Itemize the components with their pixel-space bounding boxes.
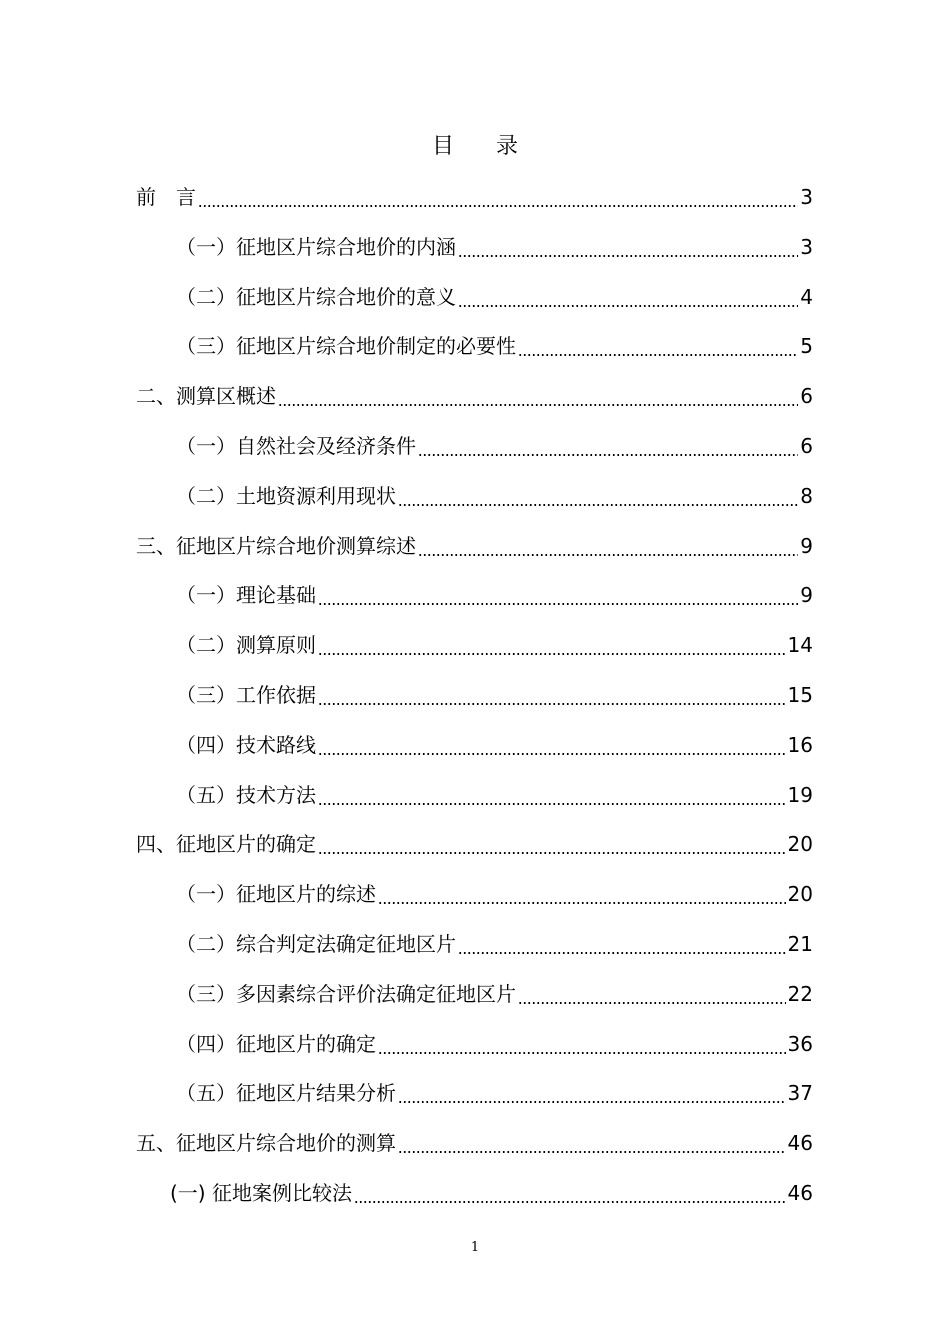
toc-leader-dots: [378, 902, 786, 904]
toc-entry[interactable]: [176, 869, 813, 919]
toc-entry-page: 8: [800, 483, 813, 508]
toc-entry-page: 46: [787, 1131, 813, 1156]
toc-entry-page: 9: [800, 583, 813, 608]
toc-entry-label: （三）多因素综合评价法确定征地区片: [176, 981, 516, 1006]
toc-leader-dots: [518, 1002, 786, 1004]
toc-leader-dots: [458, 952, 786, 954]
toc-leader-dots: [318, 703, 786, 705]
toc-leader-dots: [398, 504, 798, 506]
toc-entry-label: （三）征地区片综合地价制定的必要性: [176, 334, 516, 359]
toc-entry-page: 5: [800, 334, 813, 359]
toc-entry-page: 37: [787, 1081, 813, 1106]
toc-entry-page: 20: [787, 832, 813, 857]
toc-entry-label: （五）技术方法: [176, 782, 316, 807]
toc-leader-dots: [398, 1151, 786, 1153]
toc-leader-dots: [378, 1052, 786, 1054]
toc-entry-page: 19: [787, 782, 813, 807]
toc-entry[interactable]: [136, 172, 813, 222]
toc-entry[interactable]: [176, 272, 813, 322]
toc-entry-label: （一）自然社会及经济条件: [176, 434, 416, 458]
toc-entry-label: 五、征地区片综合地价的测算: [136, 1131, 396, 1156]
toc-leader-dots: [418, 554, 798, 556]
toc-entry[interactable]: [176, 720, 813, 770]
toc-entry-page: 6: [800, 384, 813, 409]
toc-entry-label: （二）土地资源利用现状: [176, 483, 396, 508]
toc-entry-page: 36: [787, 1031, 813, 1056]
toc-entry-page: 3: [800, 185, 813, 209]
toc-entry-page: 21: [787, 932, 813, 956]
toc-entry-page: 4: [800, 284, 813, 309]
toc-entry[interactable]: [176, 969, 813, 1019]
toc-entry-page: 46: [787, 1181, 813, 1205]
toc-entry[interactable]: [176, 670, 813, 720]
toc-entry-page: 6: [800, 434, 813, 458]
toc-title: 目录: [431, 134, 560, 159]
toc-entry[interactable]: [176, 770, 813, 820]
toc-entry-label: （一）征地区片的综述: [176, 882, 376, 907]
toc-entry-label: 前 言: [136, 185, 196, 209]
toc-entry-label: （二）征地区片综合地价的意义: [176, 284, 456, 309]
toc-leader-dots: [198, 205, 798, 207]
toc-leader-dots: [458, 255, 798, 257]
toc-leader-dots: [518, 354, 798, 356]
toc-entry-page: 14: [787, 633, 813, 658]
toc-entry-label: 二、测算区概述: [136, 384, 276, 409]
toc-entry[interactable]: [176, 421, 813, 471]
toc-leader-dots: [318, 852, 786, 854]
toc-entry-label: 三、征地区片综合地价测算综述: [136, 533, 416, 558]
toc-leader-dots: [278, 404, 798, 406]
toc-leader-dots: [318, 803, 786, 805]
toc-entry-label: （二）综合判定法确定征地区片: [176, 932, 456, 956]
toc-leader-dots: [458, 305, 798, 307]
toc-entry-label: （五）征地区片结果分析: [176, 1081, 396, 1106]
page-number: 1: [470, 1240, 480, 1255]
toc-entry[interactable]: [170, 1168, 813, 1218]
toc-entry-page: 15: [787, 683, 813, 707]
toc-entry-label: （三）工作依据: [176, 683, 316, 707]
toc-entry-label: （四）技术路线: [176, 732, 316, 757]
toc-leader-dots: [318, 753, 786, 755]
toc-entry-page: 20: [787, 882, 813, 907]
toc-entry-page: 16: [787, 732, 813, 757]
toc-entry[interactable]: [176, 222, 813, 272]
toc-entry[interactable]: [136, 819, 813, 869]
toc-entry-label: （二）测算原则: [176, 633, 316, 658]
toc-entry-page: 3: [800, 234, 813, 259]
toc-entry[interactable]: [176, 471, 813, 521]
toc-entry[interactable]: [136, 521, 813, 571]
toc-entry-label: （四）征地区片的确定: [176, 1031, 376, 1056]
toc-entry-label: （一）理论基础: [176, 583, 316, 608]
toc-leader-dots: [354, 1201, 786, 1203]
toc-entry-label: （一）征地区片综合地价的内涵: [176, 234, 456, 259]
toc-entry[interactable]: [176, 570, 813, 620]
toc-entry[interactable]: [176, 321, 813, 371]
toc-entry[interactable]: [176, 620, 813, 670]
toc-leader-dots: [318, 653, 786, 655]
toc-entry[interactable]: [136, 1118, 813, 1168]
toc-entry-page: 9: [800, 533, 813, 558]
toc-entry[interactable]: [136, 371, 813, 421]
toc-entry[interactable]: [176, 1019, 813, 1069]
toc-leader-dots: [318, 603, 798, 605]
toc-entry[interactable]: [176, 1068, 813, 1118]
toc-entry-label: 四、征地区片的确定: [136, 832, 316, 857]
toc-leader-dots: [398, 1101, 786, 1103]
toc-leader-dots: [418, 454, 798, 456]
toc-entry[interactable]: [176, 919, 813, 969]
toc-entry-page: 22: [787, 981, 813, 1006]
toc-entry-label: (一) 征地案例比较法: [170, 1181, 352, 1205]
